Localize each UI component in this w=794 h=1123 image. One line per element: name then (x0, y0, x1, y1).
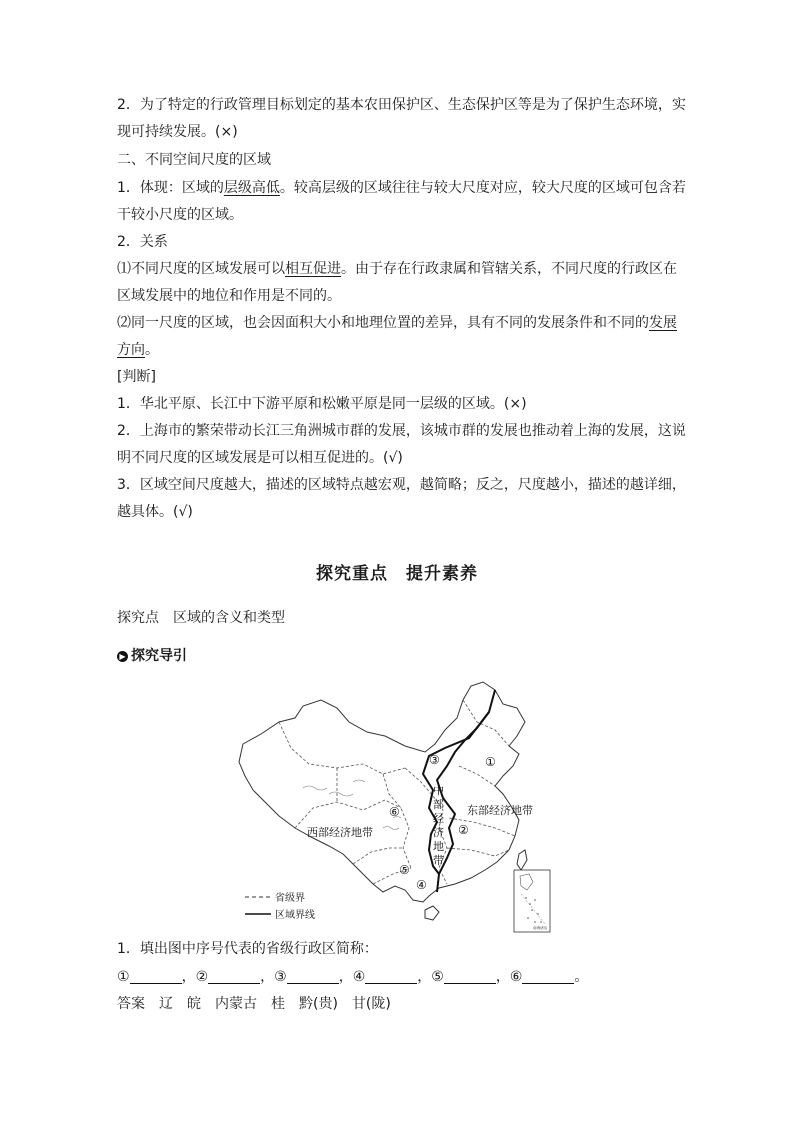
marker-1: ① (485, 755, 496, 769)
relation-item-2-line2: 方向。 (117, 342, 159, 358)
central-zone-label-1: 中 (433, 784, 444, 797)
answer-line (117, 994, 405, 1014)
inset-label: 南海诸岛 (533, 926, 548, 930)
explore-guide: ▶ 探究导引 (117, 646, 187, 666)
explore-point: 探究点 区域的含义和类型 (117, 610, 285, 626)
relation-item-1-line2: 区域发展中的地位和作用是不同的。 (117, 288, 341, 304)
east-central-boundary (437, 690, 495, 892)
paragraph-embody: 1．体现：区域的层级高低。较高层级的区域往往与较大尺度对应，较大尺度的区域可包含若 (117, 180, 686, 196)
judge2-item-1: 1．华北平原、长江中下游平原和松嫩平原是同一层级的区域。(×) (117, 396, 527, 412)
question-blanks: ① ，② ，③ ，④ ，⑤ ，⑥ 。 (117, 969, 589, 985)
answer-label: 答案 (117, 996, 145, 1012)
blank-5[interactable] (444, 967, 496, 984)
answer-3: 内蒙古 (215, 996, 257, 1012)
blank-6[interactable] (522, 967, 574, 984)
judge2-item-2-line2: 明不同尺度的区域发展是可以相互促进的。(√) (117, 450, 403, 466)
marker-5: ⑤ (399, 863, 410, 877)
south-china-sea-inset (514, 870, 550, 932)
section-title: 探究重点 提升素养 (316, 564, 478, 584)
marker-2: ② (458, 823, 469, 837)
west-zone-label: 西部经济地带 (307, 826, 373, 839)
blank-4[interactable] (365, 967, 417, 984)
map-legend (245, 891, 315, 921)
section-heading: 二、不同空间尺度的区域 (117, 152, 271, 168)
relation-heading: 2．关系 (117, 234, 168, 250)
blank-3[interactable] (287, 967, 339, 984)
answer-6: 甘(陇) (351, 996, 391, 1012)
answer-2: 皖 (187, 996, 201, 1012)
central-zone-label-3: 经 (433, 812, 444, 825)
relation-item-1: ⑴不同尺度的区域发展可以相互促进。由于存在行政隶属和管辖关系，不同尺度的行政区在 (117, 261, 677, 277)
marker-6: ⑥ (389, 805, 400, 819)
east-zone-label: 东部经济地带 (467, 804, 533, 817)
play-circle-icon: ▶ (117, 651, 128, 662)
marker-4: ④ (416, 878, 427, 892)
judge-label: [判断] (117, 369, 156, 385)
marker-3: ③ (429, 753, 440, 767)
map-outline (239, 682, 525, 902)
central-zone-label-2: 部 (433, 798, 444, 811)
china-economic-zone-map (233, 678, 558, 940)
question-prompt: 1．填出图中序号代表的省级行政区简称： (117, 941, 378, 957)
answer-1: 辽 (159, 996, 173, 1012)
legend-region: 区域界线 (275, 910, 315, 921)
judge-item-2-line1: 2．为了特定的行政管理目标划定的基本农田保护区、生态保护区等是为了保护生态环境，实 (117, 97, 686, 113)
answer-5: 黔(贵) (299, 996, 338, 1012)
relation-item-2: ⑵同一尺度的区域，也会因面积大小和地理位置的差异，具有不同的发展条件和不同的发展 (117, 315, 677, 331)
judge2-item-3-line1: 3．区域空间尺度越大，描述的区域特点越宏观，越简略；反之，尺度越小，描述的越详细， (117, 477, 686, 493)
central-zone-label-6: 带 (433, 854, 444, 867)
central-zone-label-4: 济 (433, 826, 444, 839)
blank-2[interactable] (208, 967, 260, 984)
judge2-item-2-line1: 2．上海市的繁荣带动长江三角洲城市群的发展，该城市群的发展也推动着上海的发展，这说 (117, 423, 686, 439)
judge-item-2-line2: 现可持续发展。(×) (117, 124, 238, 140)
blank-1[interactable] (130, 967, 182, 984)
answer-4: 桂 (271, 996, 285, 1012)
paragraph-embody-line2: 干较小尺度的区域。 (117, 207, 243, 223)
legend-province: 省级界 (275, 893, 305, 904)
judge2-item-3-line2: 越具体。(√) (117, 504, 193, 520)
central-zone-label-5: 地 (433, 840, 444, 853)
